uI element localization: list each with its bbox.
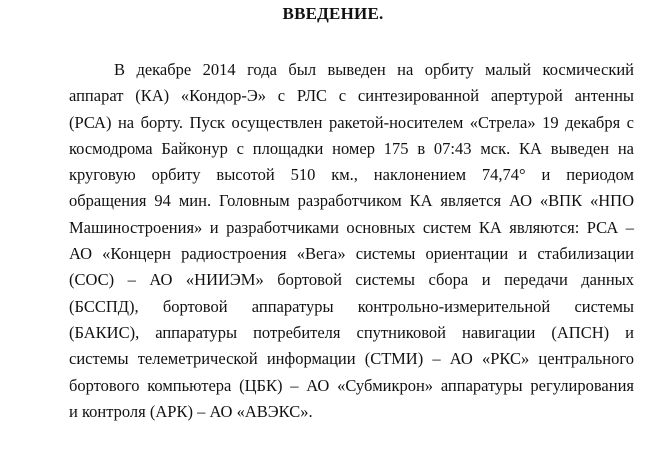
- paragraph-line: круговую орбиту высотой 510 км., наклонением 74,74° и периодом: [69, 165, 634, 185]
- paragraph-line: (БАКИС), аппаратуры потребителя спутниковой навигации (АПСН) и: [69, 322, 634, 342]
- paragraph-line: бортового компьютера (ЦБК) – АО «Субмикрон» аппаратуры регулирования: [69, 375, 634, 395]
- paragraph-line: (РСА) на борту. Пуск осуществлен ракетой-носителем «Стрела» 19 декабря с: [69, 112, 634, 132]
- paragraph-line: обращения 94 мин. Головным разработчиком КА является АО «ВПК «НПО: [69, 191, 634, 211]
- section-heading: ВВЕДЕНИЕ.: [282, 4, 384, 23]
- paragraph-line: системы телеметрической информации (СТМИ) – АО «РКС» центрального: [69, 349, 634, 369]
- paragraph-line: Машиностроения» и разработчиками основных систем КА являются: РСА –: [69, 217, 634, 237]
- paragraph-line: В декабре 2014 года был выведен на орбиту малый космический: [114, 60, 634, 79]
- paragraph-line: космодрома Байконур с площадки номер 175 в 07:43 мск. КА выведен на: [69, 138, 634, 158]
- paragraph-line: и контроля (АРК) – АО «АВЭКС».: [69, 401, 313, 421]
- paragraph-line: (СОС) – АО «НИИЭМ» бортовой системы сбора и передачи данных: [69, 270, 634, 290]
- paragraph-line: аппарат (КА) «Кондор-Э» с РЛС с синтезированной апертурой антенны: [69, 86, 634, 106]
- paragraph-line: АО «Концерн радиостроения «Вега» системы ориентации и стабилизации: [69, 244, 634, 264]
- body-paragraph: [69, 57, 634, 425]
- paragraph-line: (БССПД), бортовой аппаратуры контрольно-измерительной системы: [69, 296, 634, 316]
